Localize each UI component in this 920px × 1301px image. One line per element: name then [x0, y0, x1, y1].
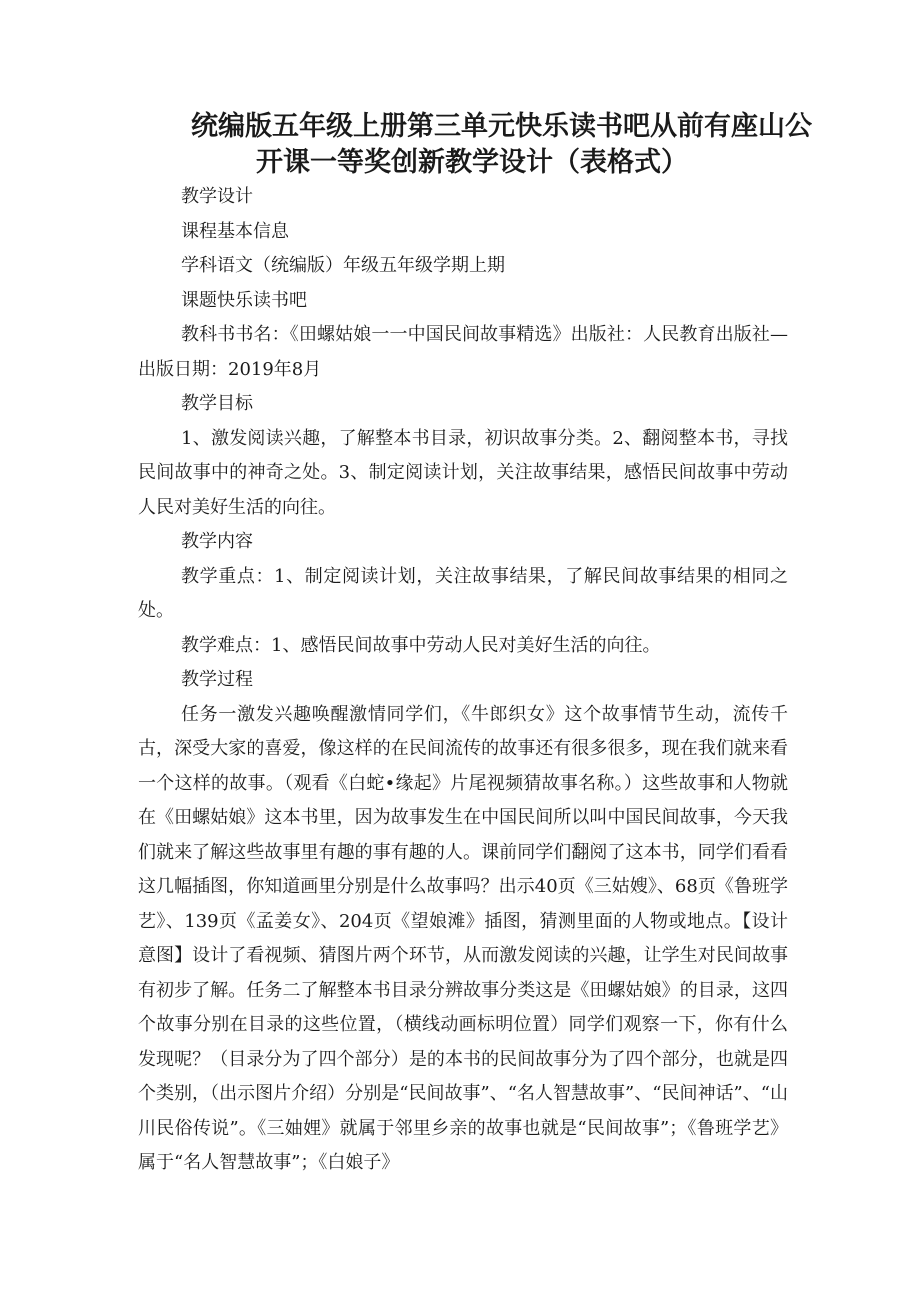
body-paragraph: 教学重点：1、制定阅读计划，关注故事结果，了解民间故事结果的相同之处。	[138, 565, 788, 621]
document-title-line-1: 统编版五年级上册第三单元快乐读书吧从前有座山公	[191, 111, 812, 142]
section-heading: 教学过程	[181, 669, 253, 690]
section-heading: 教学目标	[181, 393, 253, 414]
body-paragraph: 教学难点：1、感悟民间故事中劳动人民对美好生活的向往。	[181, 634, 661, 656]
section-heading: 课程基本信息	[181, 220, 289, 242]
section-heading: 教学内容	[181, 531, 253, 552]
section-heading: 教学设计	[181, 186, 253, 207]
body-paragraph: 教科书书名：《田螺姑娘一一中国民间故事精选》出版社：人民教育出版社—出版日期：2019年8月	[138, 324, 788, 380]
document-body	[138, 180, 788, 1181]
section-heading: 学科语文（统编版）年级五年级学期上期	[181, 255, 505, 276]
section-heading: 课题快乐读书吧	[181, 289, 307, 311]
body-paragraph: 任务一激发兴趣唤醒激情同学们，《牛郎织女》这个故事情节生动，流传千古，深受大家的喜爱，像这样的在民间流传的故事还有很多很多，现在我们就来看一个这样的故事。（观看《白蛇•缘起》片尾视频猜故事名称。）这些故事和人物就在《田螺姑娘》这本书里，因为故事发生在中国民间所以叫中国民间故事，今天我们就来了解这些故事里有趣的事有趣的人。课前同学们翻阅了这本书，同学们看看这几幅插图，你知道画里分别是什么故事吗？出示40页《三姑嫂》、68页《鲁班学艺》、139页《孟姜女》、204页《望娘滩》插图，猜测里面的人物或地点。【设计意图】设计了看视频、猜图片两个环节，从而激发阅读的兴趣，让学生对民间故事有初步了解。任务二了解整本书目录分辨故事分类这是《田螺姑娘》的目录，这四个故事分别在目录的这些位置，（横线动画标明位置）同学们观察一下，你有什么发现呢？（目录分为了四个部分）是的本书的民间故事分为了四个部分，也就是四个类别，（出示图片介绍）分别是“民间故事”、“名人智慧故事”、“民间神话”、“山川民俗传说”。《三妯娌》就属于邻里乡亲的故事也就是“民间故事”；《鲁班学艺》属于“名人智慧故事”；《白娘子》	[138, 703, 788, 1173]
body-paragraph: 1、激发阅读兴趣，了解整本书目录，初识故事分类。2、翻阅整本书，寻找民间故事中的神奇之处。3、制定阅读计划，关注故事结果，感悟民间故事中劳动人民对美好生活的向往。	[138, 427, 788, 518]
document-title-line-2: 开课一等奖创新教学设计（表格式）	[256, 147, 688, 178]
